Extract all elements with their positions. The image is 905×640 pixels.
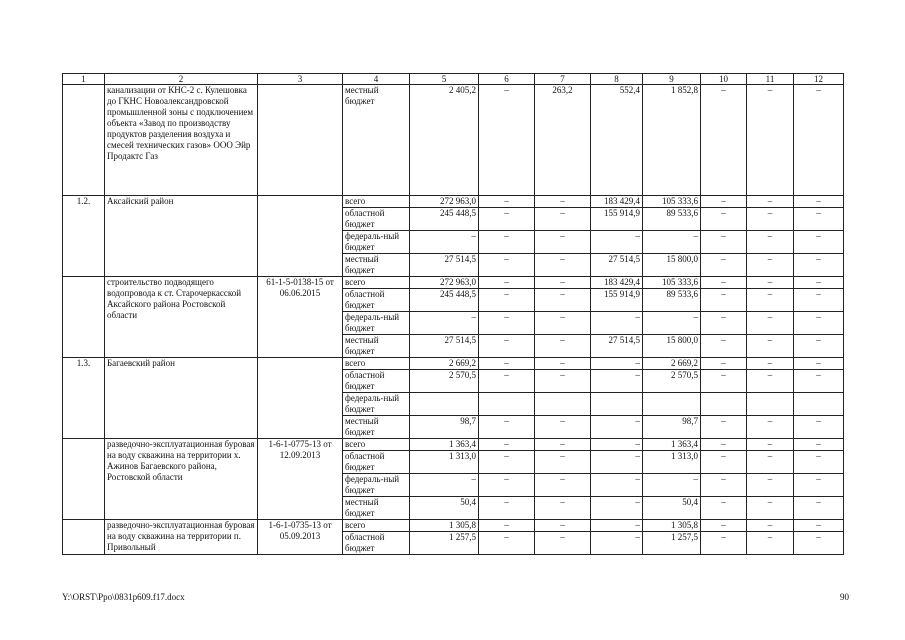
amount-cell: 27 514,5 bbox=[410, 254, 479, 277]
document-cell bbox=[258, 85, 343, 196]
amount-cell: – bbox=[643, 231, 701, 254]
funding-source-cell: федераль-ный бюджет bbox=[343, 474, 410, 497]
amount-cell: 155 914,9 bbox=[591, 289, 643, 312]
amount-cell: – bbox=[794, 451, 844, 474]
amount-cell: 552,4 bbox=[591, 85, 643, 196]
amount-cell: – bbox=[701, 277, 747, 289]
amount-cell: – bbox=[747, 520, 794, 532]
amount-cell: – bbox=[479, 231, 535, 254]
item-number-cell: 1.3. bbox=[63, 358, 105, 439]
amount-cell: – bbox=[747, 254, 794, 277]
amount-cell: – bbox=[535, 254, 591, 277]
amount-cell: – bbox=[747, 497, 794, 520]
amount-cell: 1 257,5 bbox=[643, 532, 701, 555]
amount-cell: – bbox=[747, 231, 794, 254]
header-cell: 3 bbox=[258, 74, 343, 85]
amount-cell: – bbox=[794, 532, 844, 555]
amount-cell: – bbox=[479, 358, 535, 370]
amount-cell: 98,7 bbox=[410, 416, 479, 439]
amount-cell: – bbox=[591, 474, 643, 497]
funding-source-cell: всего bbox=[343, 277, 410, 289]
amount-cell: – bbox=[479, 85, 535, 196]
amount-cell: – bbox=[701, 370, 747, 393]
amount-cell: – bbox=[794, 231, 844, 254]
table-row bbox=[63, 196, 844, 208]
header-row bbox=[63, 74, 844, 85]
amount-cell: – bbox=[479, 520, 535, 532]
amount-cell: – bbox=[701, 497, 747, 520]
funding-source-cell: федераль-ный бюджет bbox=[343, 393, 410, 416]
amount-cell: 15 800,0 bbox=[643, 254, 701, 277]
amount-cell: – bbox=[591, 312, 643, 335]
amount-cell bbox=[535, 393, 591, 416]
amount-cell: 50,4 bbox=[410, 497, 479, 520]
funding-source-cell: местный бюджет bbox=[343, 497, 410, 520]
amount-cell: – bbox=[479, 208, 535, 231]
amount-cell: 89 533,6 bbox=[643, 208, 701, 231]
amount-cell: 1 313,0 bbox=[410, 451, 479, 474]
amount-cell: – bbox=[701, 208, 747, 231]
amount-cell: – bbox=[794, 196, 844, 208]
amount-cell: – bbox=[535, 208, 591, 231]
amount-cell: 183 429,4 bbox=[591, 277, 643, 289]
amount-cell bbox=[794, 393, 844, 416]
amount-cell: – bbox=[535, 520, 591, 532]
header-cell: 5 bbox=[410, 74, 479, 85]
amount-cell: 245 448,5 bbox=[410, 289, 479, 312]
funding-source-cell: местный бюджет bbox=[343, 85, 410, 196]
amount-cell: – bbox=[535, 416, 591, 439]
table-row bbox=[63, 439, 844, 451]
amount-cell: 89 533,6 bbox=[643, 289, 701, 312]
footer-file-path: Y:\ORST\Ppo\0831p609.f17.docx bbox=[62, 592, 185, 602]
amount-cell bbox=[479, 393, 535, 416]
amount-cell: 1 305,8 bbox=[643, 520, 701, 532]
amount-cell: 263,2 bbox=[535, 85, 591, 196]
amount-cell: – bbox=[701, 416, 747, 439]
amount-cell: 50,4 bbox=[643, 497, 701, 520]
item-number-cell: 1.2. bbox=[63, 196, 105, 277]
amount-cell: 2 669,2 bbox=[643, 358, 701, 370]
funding-source-cell: всего bbox=[343, 196, 410, 208]
funding-source-cell: федераль-ный бюджет bbox=[343, 231, 410, 254]
funding-source-cell: областной бюджет bbox=[343, 289, 410, 312]
amount-cell: 27 514,5 bbox=[410, 335, 479, 358]
funding-source-cell: областной бюджет bbox=[343, 532, 410, 555]
document-cell: 1-6-1-0775-13 от 12.09.2013 bbox=[258, 439, 343, 520]
amount-cell: – bbox=[591, 231, 643, 254]
amount-cell: – bbox=[747, 439, 794, 451]
amount-cell: 1 305,8 bbox=[410, 520, 479, 532]
header-cell: 12 bbox=[794, 74, 844, 85]
amount-cell: – bbox=[479, 497, 535, 520]
item-number-cell bbox=[63, 85, 105, 196]
amount-cell: – bbox=[747, 312, 794, 335]
item-number-cell bbox=[63, 439, 105, 520]
amount-cell: – bbox=[794, 358, 844, 370]
amount-cell: – bbox=[794, 520, 844, 532]
amount-cell: – bbox=[535, 289, 591, 312]
amount-cell: – bbox=[701, 474, 747, 497]
amount-cell: – bbox=[747, 335, 794, 358]
table-row bbox=[63, 277, 844, 289]
amount-cell: – bbox=[701, 451, 747, 474]
amount-cell: – bbox=[794, 335, 844, 358]
amount-cell: 1 363,4 bbox=[643, 439, 701, 451]
table-row bbox=[63, 85, 844, 196]
amount-cell: – bbox=[535, 196, 591, 208]
amount-cell: – bbox=[591, 416, 643, 439]
item-name-cell: Багаевский район bbox=[105, 358, 258, 439]
amount-cell: 155 914,9 bbox=[591, 208, 643, 231]
amount-cell: – bbox=[747, 416, 794, 439]
amount-cell: – bbox=[794, 85, 844, 196]
amount-cell: – bbox=[591, 520, 643, 532]
amount-cell: – bbox=[535, 439, 591, 451]
amount-cell: – bbox=[701, 196, 747, 208]
amount-cell: 1 313,0 bbox=[643, 451, 701, 474]
amount-cell: – bbox=[410, 231, 479, 254]
amount-cell: – bbox=[701, 335, 747, 358]
amount-cell: – bbox=[479, 335, 535, 358]
amount-cell: – bbox=[794, 370, 844, 393]
amount-cell: – bbox=[410, 312, 479, 335]
amount-cell: – bbox=[794, 277, 844, 289]
table-row bbox=[63, 358, 844, 370]
amount-cell: 98,7 bbox=[643, 416, 701, 439]
amount-cell bbox=[747, 393, 794, 416]
amount-cell: 2 405,2 bbox=[410, 85, 479, 196]
amount-cell: – bbox=[535, 370, 591, 393]
budget-table-page bbox=[62, 73, 843, 555]
amount-cell bbox=[701, 393, 747, 416]
amount-cell: 105 333,6 bbox=[643, 196, 701, 208]
amount-cell: – bbox=[479, 312, 535, 335]
amount-cell: – bbox=[747, 370, 794, 393]
amount-cell: – bbox=[410, 474, 479, 497]
header-cell: 10 bbox=[701, 74, 747, 85]
document-cell: 61-1-5-0138-15 от 06.06.2015 bbox=[258, 277, 343, 358]
amount-cell: 1 363,4 bbox=[410, 439, 479, 451]
amount-cell: – bbox=[643, 312, 701, 335]
amount-cell: – bbox=[794, 416, 844, 439]
header-cell: 4 bbox=[343, 74, 410, 85]
table-row bbox=[63, 520, 844, 532]
amount-cell bbox=[410, 393, 479, 416]
document-cell bbox=[258, 358, 343, 439]
amount-cell: – bbox=[747, 532, 794, 555]
amount-cell: – bbox=[479, 370, 535, 393]
amount-cell: 2 570,5 bbox=[643, 370, 701, 393]
amount-cell: – bbox=[794, 254, 844, 277]
page-number: 90 bbox=[840, 592, 849, 602]
amount-cell: – bbox=[701, 231, 747, 254]
amount-cell: – bbox=[794, 289, 844, 312]
amount-cell: – bbox=[747, 474, 794, 497]
funding-source-cell: областной бюджет bbox=[343, 208, 410, 231]
amount-cell: 183 429,4 bbox=[591, 196, 643, 208]
amount-cell: – bbox=[535, 231, 591, 254]
amount-cell: – bbox=[747, 208, 794, 231]
amount-cell: – bbox=[535, 335, 591, 358]
amount-cell: 27 514,5 bbox=[591, 335, 643, 358]
funding-source-cell: местный бюджет bbox=[343, 416, 410, 439]
amount-cell: 272 963,0 bbox=[410, 277, 479, 289]
amount-cell: – bbox=[747, 289, 794, 312]
amount-cell: – bbox=[747, 451, 794, 474]
amount-cell: – bbox=[535, 277, 591, 289]
table-body bbox=[63, 85, 844, 555]
funding-source-cell: всего bbox=[343, 520, 410, 532]
amount-cell: – bbox=[747, 277, 794, 289]
amount-cell: – bbox=[591, 497, 643, 520]
amount-cell: – bbox=[535, 312, 591, 335]
amount-cell: 105 333,6 bbox=[643, 277, 701, 289]
amount-cell: – bbox=[479, 451, 535, 474]
document-cell bbox=[258, 196, 343, 277]
amount-cell: – bbox=[479, 254, 535, 277]
amount-cell bbox=[643, 393, 701, 416]
funding-source-cell: местный бюджет bbox=[343, 335, 410, 358]
amount-cell: – bbox=[591, 439, 643, 451]
amount-cell: – bbox=[479, 532, 535, 555]
amount-cell: – bbox=[479, 196, 535, 208]
amount-cell: – bbox=[479, 439, 535, 451]
item-name-cell: строительство подводящего водопровода к ст. Старочеркасской Аксайского района Ростовской области bbox=[105, 277, 258, 358]
amount-cell: – bbox=[643, 474, 701, 497]
amount-cell: – bbox=[747, 85, 794, 196]
amount-cell: 1 852,8 bbox=[643, 85, 701, 196]
document-cell: 1-6-1-0735-13 от 05.09.2013 bbox=[258, 520, 343, 555]
amount-cell: 272 963,0 bbox=[410, 196, 479, 208]
funding-source-cell: всего bbox=[343, 358, 410, 370]
amount-cell: – bbox=[591, 451, 643, 474]
amount-cell: – bbox=[535, 358, 591, 370]
item-number-cell bbox=[63, 520, 105, 555]
amount-cell: 27 514,5 bbox=[591, 254, 643, 277]
item-name-cell: разведочно-эксплуатационная буровая на воду скважина на территории п. Привольный bbox=[105, 520, 258, 555]
amount-cell: – bbox=[794, 208, 844, 231]
budget-table bbox=[62, 73, 844, 555]
amount-cell: – bbox=[701, 358, 747, 370]
amount-cell: – bbox=[701, 289, 747, 312]
amount-cell bbox=[591, 393, 643, 416]
amount-cell: – bbox=[701, 85, 747, 196]
header-cell: 8 bbox=[591, 74, 643, 85]
header-cell: 11 bbox=[747, 74, 794, 85]
amount-cell: – bbox=[479, 289, 535, 312]
item-name-cell: канализации от КНС-2 с. Кулешовка до ГКНС Новоалександровской промышленной зоны с подключением объекта «Завод по производству продуктов разделения воздуха и смесей технических газов» ООО Эйр Продактс Газ bbox=[105, 85, 258, 196]
amount-cell: – bbox=[535, 532, 591, 555]
amount-cell: – bbox=[591, 358, 643, 370]
item-name-cell: разведочно-эксплуатационная буровая на воду скважина на территории х. Ажинов Багаевского района, Ростовской области bbox=[105, 439, 258, 520]
amount-cell: – bbox=[701, 254, 747, 277]
amount-cell: – bbox=[479, 474, 535, 497]
item-name-cell: Аксайский район bbox=[105, 196, 258, 277]
amount-cell: – bbox=[747, 358, 794, 370]
funding-source-cell: местный бюджет bbox=[343, 254, 410, 277]
item-number-cell bbox=[63, 277, 105, 358]
amount-cell: – bbox=[535, 451, 591, 474]
header-cell: 1 bbox=[63, 74, 105, 85]
amount-cell: – bbox=[794, 439, 844, 451]
amount-cell: – bbox=[591, 532, 643, 555]
amount-cell: – bbox=[535, 497, 591, 520]
amount-cell: – bbox=[535, 474, 591, 497]
amount-cell: – bbox=[701, 439, 747, 451]
header-cell: 9 bbox=[643, 74, 701, 85]
amount-cell: 1 257,5 bbox=[410, 532, 479, 555]
amount-cell: 2 570,5 bbox=[410, 370, 479, 393]
amount-cell: – bbox=[591, 370, 643, 393]
funding-source-cell: областной бюджет bbox=[343, 370, 410, 393]
amount-cell: 245 448,5 bbox=[410, 208, 479, 231]
amount-cell: 2 669,2 bbox=[410, 358, 479, 370]
amount-cell: – bbox=[794, 497, 844, 520]
header-cell: 6 bbox=[479, 74, 535, 85]
amount-cell: – bbox=[794, 312, 844, 335]
amount-cell: – bbox=[479, 416, 535, 439]
amount-cell: – bbox=[479, 277, 535, 289]
amount-cell: – bbox=[701, 312, 747, 335]
amount-cell: – bbox=[701, 532, 747, 555]
funding-source-cell: всего bbox=[343, 439, 410, 451]
amount-cell: – bbox=[794, 474, 844, 497]
header-cell: 2 bbox=[105, 74, 258, 85]
header-cell: 7 bbox=[535, 74, 591, 85]
amount-cell: – bbox=[701, 520, 747, 532]
funding-source-cell: областной бюджет bbox=[343, 451, 410, 474]
amount-cell: 15 800,0 bbox=[643, 335, 701, 358]
amount-cell: – bbox=[747, 196, 794, 208]
funding-source-cell: федераль-ный бюджет bbox=[343, 312, 410, 335]
